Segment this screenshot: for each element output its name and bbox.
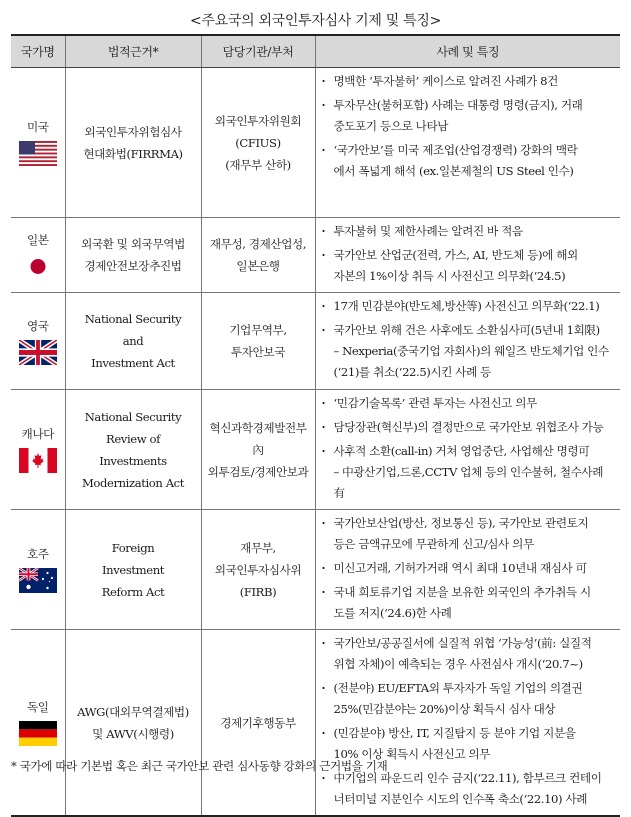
- list-item: · ‘국가안보’를 미국 제조업(산업경쟁력) 강화의 맥락 에서 폭넓게 해석 (ex.일본제철의 US Steel 인수): [322, 140, 618, 182]
- uk-flag-icon: [19, 340, 57, 365]
- header-country: 국가명: [11, 35, 65, 68]
- country-name: 캐나다: [21, 427, 54, 441]
- australia-flag-icon: [19, 568, 57, 593]
- country-name: 미국: [26, 120, 49, 134]
- header-agency: 담당기관/부처: [201, 35, 315, 68]
- list-item: · 中기업의 파운드리 인수 금지(‘22.11), 함부르크 컨테이 너터미널 지분인수 시도의 인수폭 축소(‘22.10) 사례: [322, 768, 618, 810]
- country-cell: [11, 68, 65, 218]
- country-cell: [11, 293, 65, 390]
- legal-basis: 외국환 및 외국무역법 경제안전보장추진법: [81, 237, 185, 273]
- list-subitem: – 中광산기업,드론,CCTV 업체 등의 인수불허, 철수사례 有: [333, 465, 604, 500]
- table-row: [11, 390, 620, 510]
- canada-flag-icon: [19, 448, 57, 473]
- list-item: · 국내 희토류기업 지분을 보유한 외국인의 추가취득 시 도를 저지(‘24.6)한 사례: [322, 582, 618, 624]
- country-name: 호주: [26, 547, 49, 561]
- list-item: · (전분야) EU/EFTA외 투자자가 독일 기업의 의결권 25%(민감분야는 20%)이상 획득시 심사 대상: [322, 678, 618, 720]
- country-cell: [11, 510, 65, 630]
- footnote: * 국가에 따라 기본법 혹은 최근 국가안보 관련 심사동향 강화의 근거법을 기재: [11, 759, 388, 773]
- list-item: · 사후적 소환(call-in) 거쳐 영업중단, 사업해산 명령可: [322, 441, 618, 462]
- list-item: · 담당장관(혁신부)의 결정만으로 국가안보 위협조사 가능: [322, 417, 618, 438]
- list-item: · ‘민감기술목록’ 관련 투자는 사전신고 의무: [322, 393, 618, 414]
- japan-flag-icon: [19, 254, 57, 279]
- country-cell: [11, 218, 65, 293]
- agency: 재무부, 외국인투자심사위 (FIRB): [214, 540, 302, 599]
- legal-basis: AWG(대외무역결제법) 및 AWV(시행령): [77, 704, 189, 741]
- list-item: · 국가안보 위해 건은 사후에도 소환심사可(5년내 1회限): [322, 320, 618, 341]
- list-subitem: – Nexperia(중국기업 자회사)의 웨일즈 반도체기업 인수 (‘21)를 취소(‘22.5)시킨 사례 등: [333, 344, 609, 379]
- list-item: · 투자불허 및 제한사례는 알려진 바 적음: [322, 221, 618, 242]
- table-row: [11, 293, 620, 390]
- agency: 경제기후행동부: [220, 715, 296, 730]
- table-row: [11, 68, 620, 218]
- table-header-row: [11, 35, 620, 68]
- legal-basis: Foreign Investment Reform Act: [101, 540, 165, 599]
- agency: 재무성, 경제산업성, 일본은행: [209, 237, 307, 273]
- table-row: [11, 630, 620, 817]
- investment-screening-table: [11, 34, 620, 817]
- country-name: 독일: [26, 700, 49, 714]
- agency: 혁신과학경제발전부 內 외투검토/경제안보과: [207, 420, 309, 479]
- legal-basis: National Security Review of Investments Modernization Act: [81, 409, 185, 490]
- country-name: 영국: [26, 318, 49, 333]
- germany-flag-icon: [19, 721, 57, 746]
- agency: 외국인투자위원회 (CFIUS) (재무부 산하): [214, 113, 302, 172]
- country-cell: [11, 390, 65, 510]
- list-item: · 명백한 ‘투자불허’ 케이스로 알려진 사례가 8건: [322, 71, 618, 92]
- list-item: · 미신고거래, 기허가거래 역시 최대 10년내 재심사 可: [322, 558, 618, 579]
- country-cell: [11, 630, 65, 817]
- country-name: 일본: [26, 232, 49, 247]
- list-item: · 국가안보산업(방산, 정보통신 등), 국가안보 관련토지 등은 금액규모에 무관하게 신고/심사 의무: [322, 513, 618, 555]
- list-item: · 국가안보 산업군(전력, 가스, AI, 반도체 등)에 해외 자본의 1%이상 취득 시 사전신고 의무화(‘24.5): [322, 245, 618, 287]
- list-item: · 국가안보/공공질서에 실질적 위협 ‘가능성’(前: 실질적 위협 자체)이 예측되는 경우 사전심사 개시(‘20.7~): [322, 633, 618, 675]
- header-cases: 사례 및 특징: [315, 35, 620, 68]
- table-row: [11, 510, 620, 630]
- agency: 기업무역부, 투자안보국: [229, 323, 287, 359]
- legal-basis: 외국인투자위험심사 현대화법(FIRRMA): [83, 124, 183, 161]
- list-item: · 투자무산(불허포함) 사례는 대통령 명령(금지), 거래 중도포기 등으로 나타남: [322, 95, 618, 137]
- list-item: · 17개 민감분야(반도체,방산等) 사전신고 의무화(‘22.1): [322, 296, 618, 317]
- legal-basis: National Security and Investment Act: [84, 312, 182, 370]
- page-title: <주요국의 외국인투자심사 기제 및 특징>: [189, 13, 442, 29]
- list-item: · (민감분야) 방산, IT, 지질탐지 등 분야 기업 지분을 10% 이상 획득시 사전신고 의무: [322, 723, 618, 765]
- header-law: 법적근거*: [65, 35, 201, 68]
- us-flag-icon: [19, 141, 57, 166]
- table-row: [11, 218, 620, 293]
